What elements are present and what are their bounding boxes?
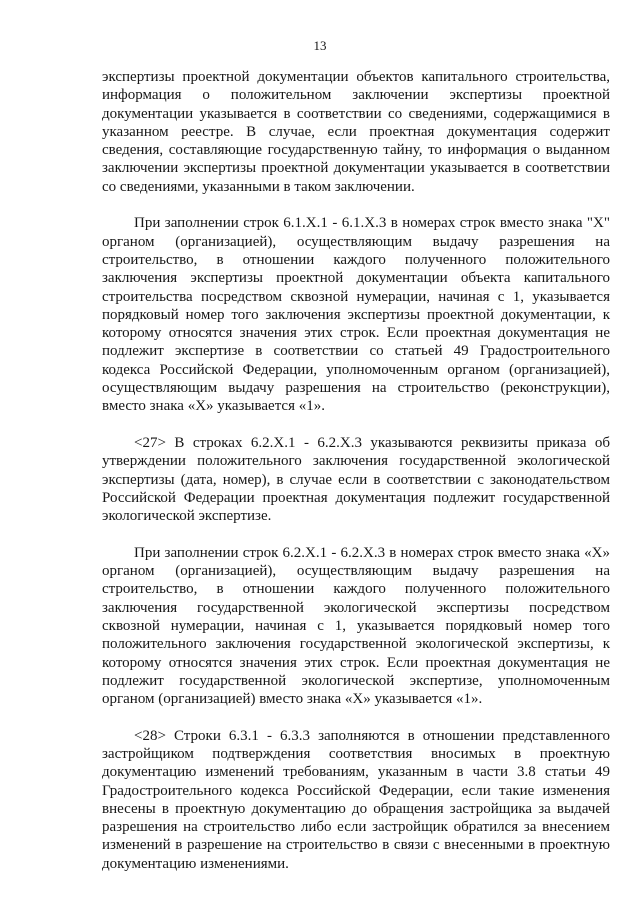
text-line: изменений в разрешение на строительство в связи с внесенными в проектную bbox=[102, 837, 610, 854]
text-line: органом (организацией), осуществляющим выдачу разрешения на bbox=[102, 233, 610, 250]
text-line: экспертизы проектной документации объектов капитального строительства, bbox=[102, 69, 610, 85]
text-line: подлежит государственной экологической экспертизе, уполномоченным bbox=[102, 672, 610, 689]
paragraph bbox=[102, 544, 610, 709]
text-line: вместо знака «Х» указывается «1». bbox=[102, 398, 325, 415]
text-line: со сведениями, указанными в таком заключении. bbox=[102, 178, 415, 195]
paragraph-gap bbox=[102, 196, 610, 214]
text-line: экологической экспертизе. bbox=[102, 508, 272, 525]
text-line: которому относятся значения этих строк. Если проектная документация не bbox=[102, 325, 610, 342]
text-line: внесены в проектную документацию до обращения застройщика за выдачей bbox=[102, 800, 610, 817]
text-line: сведения, составляющие государственную тайну, то информация о выданном bbox=[102, 142, 610, 159]
text-line: <27> В строках 6.2.Х.1 - 6.2.Х.3 указываются реквизиты приказа об bbox=[134, 434, 610, 451]
text-line: документации указывается в соответствии со сведениями, содержащимися в bbox=[102, 105, 610, 122]
text-line: которому относятся значения этих строк. Если проектная документация не bbox=[102, 654, 610, 671]
paragraph-gap bbox=[102, 525, 610, 543]
text-line: положительного заключения государственной экологической экспертизы, к bbox=[102, 636, 610, 653]
text-line: сквозной нумерации, начиная с 1, указывается порядковый номер того bbox=[102, 617, 610, 634]
text-line: строительства посредством сквозной нумерации, начиная с 1, указывается bbox=[102, 288, 610, 305]
text-line: подлежит экспертизе в соответствии со статьей 49 Градостроительного bbox=[102, 343, 610, 360]
text-line: порядковый номер того заключения экспертизы проектной документации, к bbox=[102, 306, 610, 323]
text-line: строительство, в отношении каждого полученного положительного bbox=[102, 581, 610, 598]
text-line: разрешения на строительство либо если застройщик обратился за внесением bbox=[102, 819, 610, 836]
text-line: информация о положительном заключении экспертизы проектной bbox=[102, 87, 610, 104]
text-line: утверждении положительного заключения государственной экологической bbox=[102, 453, 610, 470]
text-line: органом (организацией) вместо знака «Х» указывается «1». bbox=[102, 691, 483, 708]
text-line: документацию изменений требованиям, указанным в части 3.8 статьи 49 bbox=[102, 764, 610, 781]
text-line: При заполнении строк 6.2.Х.1 - 6.2.Х.3 в номерах строк вместо знака «Х» bbox=[134, 544, 610, 561]
text-line: кодекса Российской Федерации, уполномоченным органом (организацией), bbox=[102, 361, 610, 378]
text-line: Градостроительного кодекса Российской Федерации, если такие изменения bbox=[102, 782, 610, 799]
paragraph bbox=[102, 214, 610, 415]
text-line: указанном реестре. В случае, если проектная документация содержит bbox=[102, 123, 610, 140]
text-line: экспертизы (дата, номер), в случае если в соответствии с законодательством bbox=[102, 471, 610, 488]
text-line: заключении экспертизы проектной документации указывается в соответствии bbox=[102, 160, 610, 177]
paragraph bbox=[102, 727, 610, 873]
paragraph bbox=[102, 68, 610, 196]
text-line: Российской Федерации проектная документация подлежит государственной bbox=[102, 489, 610, 506]
text-line: застройщиком подтверждения соответствия вносимых в проектную bbox=[102, 745, 610, 762]
text-line: осуществляющим выдачу разрешения на строительство (реконструкции), bbox=[102, 380, 610, 397]
text-line: <28> Строки 6.3.1 - 6.3.3 заполняются в отношении представленного bbox=[134, 727, 610, 744]
document-body bbox=[102, 68, 610, 873]
paragraph-gap bbox=[102, 708, 610, 726]
paragraph-gap bbox=[102, 416, 610, 434]
text-line: строительство, в отношении каждого полученного положительного bbox=[102, 251, 610, 268]
paragraph bbox=[102, 434, 610, 525]
text-line: органом (организацией), осуществляющим выдачу разрешения на bbox=[102, 563, 610, 580]
text-line: заключения экспертизы проектной документации объекта капитального bbox=[102, 270, 610, 287]
text-line: При заполнении строк 6.1.Х.1 - 6.1.Х.3 в номерах строк вместо знака "Х" bbox=[134, 215, 610, 232]
text-line: заключения государственной экологической экспертизы посредством bbox=[102, 599, 610, 616]
text-line: документацию изменениями. bbox=[102, 855, 289, 872]
page-number: 13 bbox=[313, 38, 327, 53]
